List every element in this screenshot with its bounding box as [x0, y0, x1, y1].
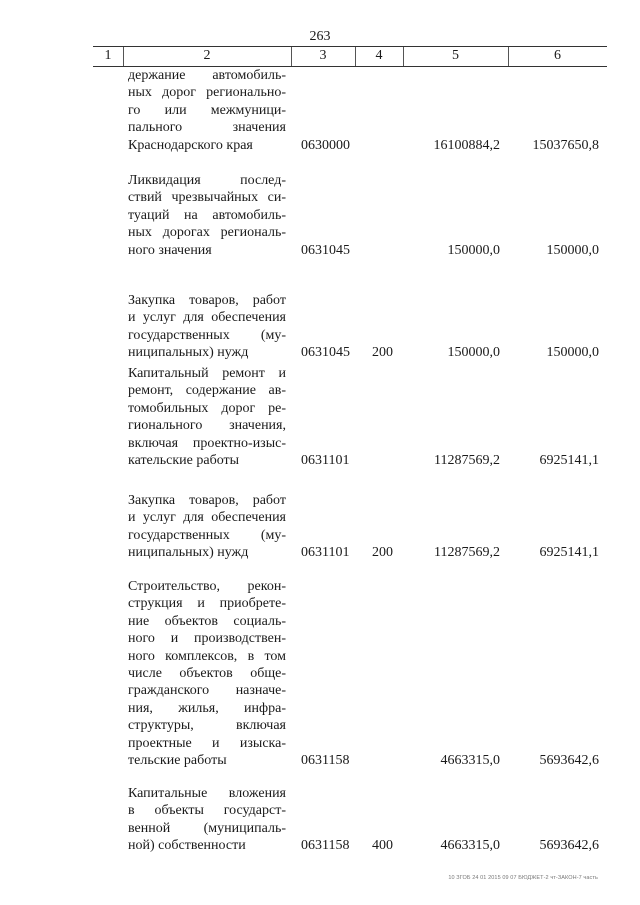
column-header-5: 5 — [452, 48, 459, 63]
column-header-3: 3 — [319, 48, 327, 63]
row-expense-type: 200 — [372, 345, 393, 361]
row-name-line: ремонт, содержание ав- — [128, 383, 286, 399]
row-name-line: пального значения — [128, 120, 286, 136]
row-name-line: включая проектно-изыс- — [128, 435, 286, 451]
row-name-line: ния, жилья, инфра- — [128, 700, 286, 716]
row-code: 0631101 — [301, 545, 350, 561]
row-value-2015: 11287569,2 — [434, 545, 500, 561]
row-name-line: венной (муниципаль- — [128, 820, 286, 836]
row-name-line: Ликвидация послед- — [128, 173, 286, 188]
row-name-line: ние объектов социаль- — [128, 613, 286, 629]
row-name-line: тельские работы — [128, 753, 227, 769]
row-name-line: ствий чрезвычайных си- — [128, 190, 286, 206]
row-expense-type: 400 — [372, 838, 393, 854]
column-header-2: 2 — [203, 48, 211, 63]
row-value-2016: 150000,0 — [546, 345, 599, 361]
row-name-line: государственных (му- — [128, 327, 286, 343]
row-name-line: Капитальный ремонт и — [128, 366, 286, 381]
row-name-line: струкция и приобрете- — [128, 596, 286, 612]
row-name-line: ного значения — [128, 242, 212, 258]
row-name-line: Краснодарского края — [128, 137, 253, 153]
row-name-line: ниципальных) нужд — [128, 545, 249, 561]
row-name-line: Капитальные вложения — [128, 786, 286, 801]
row-name-line: го или межмуници- — [128, 102, 286, 118]
row-value-2016: 6925141,1 — [539, 545, 599, 561]
row-name-line: государственных (му- — [128, 527, 286, 543]
row-value-2015: 150000,0 — [447, 242, 500, 258]
row-name-line: кательские работы — [128, 453, 240, 469]
page-number: 263 — [309, 29, 331, 44]
row-name-line: томобильных дорог ре- — [128, 400, 286, 416]
table-header — [93, 46, 607, 67]
row-name — [128, 578, 286, 769]
row-name-line: Закупка товаров, работ — [128, 493, 286, 508]
row-value-2015: 4663315,0 — [440, 838, 500, 854]
row-name-line: ных дорог регионально- — [128, 85, 286, 101]
column-header-1: 1 — [104, 48, 112, 63]
row-name-line: гражданского назначе- — [128, 683, 286, 699]
row-value-2016: 5693642,6 — [539, 753, 599, 768]
row-code: 0631045 — [301, 345, 350, 361]
row-name — [128, 785, 286, 855]
row-name-line: проектные и изыска- — [128, 735, 286, 751]
row-name — [128, 492, 286, 562]
row-name-line: Закупка товаров, работ — [128, 293, 286, 308]
row-code: 0630000 — [301, 137, 350, 153]
row-name — [128, 172, 286, 259]
row-name — [128, 292, 286, 362]
row-name — [128, 67, 286, 154]
row-value-2015: 4663315,0 — [440, 753, 500, 768]
row-code: 0631101 — [301, 453, 350, 468]
row-value-2016: 150000,0 — [546, 242, 599, 258]
row-code: 0631158 — [301, 753, 350, 768]
row-name-line: держание автомобиль- — [128, 68, 286, 83]
row-name-line: ной) собственности — [128, 838, 246, 854]
row-name-line: ного комплексов, в том — [128, 648, 286, 664]
row-name-line: числе объектов обще- — [128, 666, 286, 682]
row-value-2016: 5693642,6 — [539, 838, 599, 854]
row-code: 0631045 — [301, 242, 350, 258]
row-expense-type: 200 — [372, 545, 393, 561]
footer-stamp: 10 ЗГОБ 24 01 2015 09 07 БЮДЖЕТ-2 чт-ЗАКОН-7 часть — [448, 875, 598, 881]
row-name-line: ниципальных) нужд — [128, 345, 249, 361]
row-name — [128, 365, 286, 469]
row-value-2015: 16100884,2 — [433, 137, 500, 153]
row-name-line: и услуг для обеспечения — [128, 310, 286, 326]
row-name-line: туаций на автомобиль- — [128, 207, 286, 223]
row-name-line: структуры, включая — [128, 718, 286, 734]
row-name-line: и услуг для обеспечения — [128, 510, 286, 526]
row-value-2015: 150000,0 — [447, 345, 500, 361]
row-name-line: Строительство, рекон- — [128, 579, 286, 594]
column-header-4: 4 — [375, 48, 383, 63]
row-name-line: ного и производствен- — [128, 631, 286, 647]
row-code: 0631158 — [301, 838, 350, 854]
row-value-2015: 11287569,2 — [434, 453, 500, 468]
column-header-6: 6 — [554, 48, 561, 63]
row-name-line: ных дорогах региональ- — [128, 225, 286, 241]
row-value-2016: 6925141,1 — [539, 453, 599, 468]
row-name-line: гионального значения, — [128, 418, 286, 434]
row-value-2016: 15037650,8 — [532, 137, 599, 153]
row-name-line: в объекты государст- — [128, 803, 286, 819]
